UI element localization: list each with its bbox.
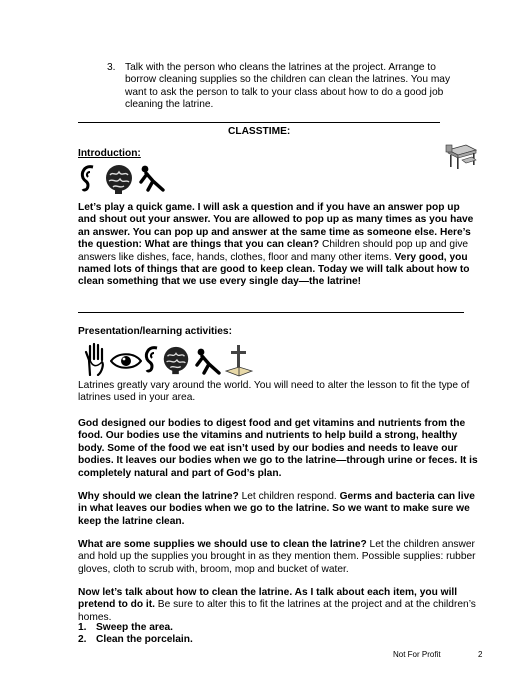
eye-icon bbox=[110, 352, 142, 370]
introduction-paragraph: Let’s play a quick game. I will ask a question and if you have an answer pop up and shout out your answer. You are allowed to pop up as many times as you have an answer. You can pop up and answer at the same time as someone else. Here’s the question: What are things that you can clean? Children should pop up and give answers like dishes, face, hands, clothes, floor and many other items. Very good, you named lots of things that are good to keep clean. Today we will talk about how to clean something that we use every single day—the latrine! bbox=[78, 202, 474, 288]
divider-top bbox=[78, 122, 440, 123]
page-number: 2 bbox=[478, 650, 483, 659]
brain-icon bbox=[102, 163, 136, 195]
brain-icon bbox=[160, 344, 192, 376]
stretching-person-icon bbox=[138, 163, 166, 193]
footer-label: Not For Profit bbox=[393, 650, 441, 659]
list-item: 1. Sweep the area. bbox=[78, 622, 174, 633]
list-item: 2. Clean the porcelain. bbox=[78, 634, 193, 645]
cross-bible-icon bbox=[224, 344, 254, 378]
now-paragraph: Now let’s talk about how to clean the latrine. As I talk about each item, you will pretend to do it. Be sure to alter this to fit the latrines at the project and at the children’s homes. bbox=[78, 587, 476, 623]
presentation-heading: Presentation/learning activities: bbox=[78, 326, 232, 337]
step-number: 3. bbox=[107, 62, 116, 73]
why-paragraph: Why should we clean the latrine? Let children respond. Germs and bacteria can live in what leaves our bodies when we go to the latrine. So we want to make sure we keep the latrine clean. bbox=[78, 491, 475, 527]
stretching-person-icon bbox=[194, 346, 222, 376]
supplies-paragraph: What are some supplies we should use to clean the latrine? Let the children answer and hold up the supplies you brought in as they mention them. Possible supplies: rubber gloves, cloth to scrub with, broom, mop and bucket of water. bbox=[78, 539, 476, 575]
ear-icon bbox=[78, 163, 100, 193]
school-desk-icon bbox=[444, 142, 478, 170]
classtime-heading: CLASSTIME: bbox=[228, 126, 291, 137]
step-text: Talk with the person who cleans the latrines at the project. Arrange to borrow cleaning supplies so the children can clean the latrines. You may want to ask the person to talk to your class about how to do a good job cleaning the latrine. bbox=[125, 62, 451, 111]
god-paragraph: God designed our bodies to digest food and get vitamins and nutrients from the food. Our bodies use the vitamins and nutrients to help build a strong, healthy body. Some of the food we eat isn’t used by our bodies and needs to leave our bodies. It leaves our bodies when we go to the latrine—through urine or feces. It is completely natural and part of God’s plan. bbox=[78, 418, 478, 479]
hand-icon bbox=[84, 342, 108, 376]
introduction-heading: Introduction: bbox=[78, 148, 141, 159]
presentation-intro: Latrines greatly vary around the world. You will need to alter the lesson to fit the type of latrines used in your area. bbox=[78, 380, 470, 404]
divider-middle bbox=[78, 312, 464, 313]
